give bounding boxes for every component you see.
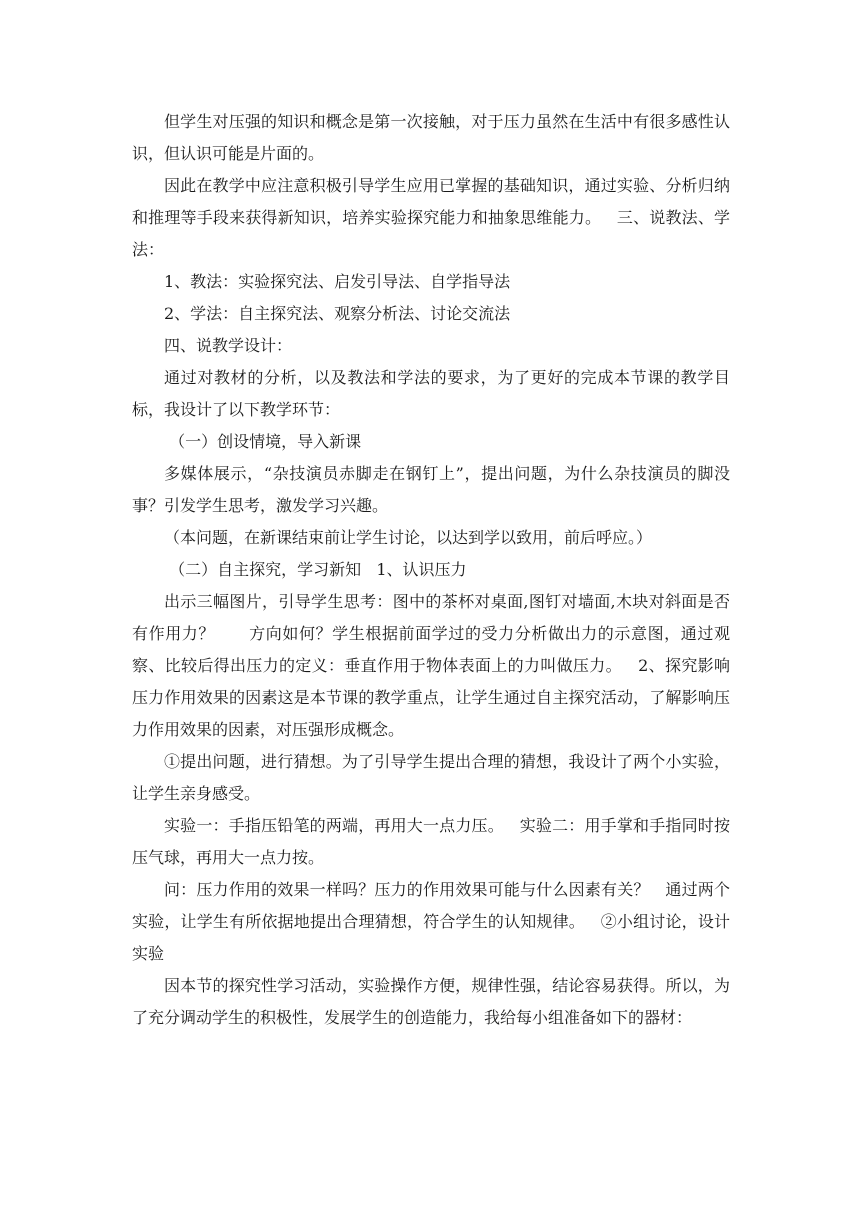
paragraph-10: （二）自主探究，学习新知 1、认识压力 bbox=[164, 560, 467, 579]
paragraph-14: 问：压力作用的效果一样吗？压力的作用效果可能与什么因素有关？ 通过两个实验，让学生有所依据地提出合理猜想，符合学生的认知规律。 ②小组讨论，设计实验 bbox=[132, 880, 730, 963]
paragraph-9: （本问题，在新课结束前让学生讨论，以达到学以致用，前后呼应。） bbox=[164, 528, 653, 547]
document-body bbox=[132, 106, 730, 1034]
paragraph-13: 实验一：手指压铅笔的两端，再用大一点力压。 实验二：用手掌和手指同时按压气球，再用大一点力按。 bbox=[132, 816, 730, 867]
paragraph-15: 因本节的探究性学习活动，实验操作方便，规律性强，结论容易获得。所以，为了充分调动学生的积极性，发展学生的创造能力，我给每小组准备如下的器材： bbox=[132, 976, 730, 1027]
paragraph-3: 1、教法：实验探究法、启发引导法、自学指导法 bbox=[164, 272, 511, 291]
paragraph-6: 通过对教材的分析，以及教法和学法的要求，为了更好的完成本节课的教学目标，我设计了以下教学环节： bbox=[132, 368, 730, 419]
paragraph-4: 2、学法：自主探究法、观察分析法、讨论交流法 bbox=[164, 304, 511, 323]
paragraph-12: ①提出问题，进行猜想。为了引导学生提出合理的猜想，我设计了两个小实验，让学生亲身感受。 bbox=[132, 752, 730, 803]
paragraph-8: 多媒体展示，“杂技演员赤脚走在钢钉上”，提出问题，为什么杂技演员的脚没事？引发学生思考，激发学习兴趣。 bbox=[132, 464, 730, 515]
paragraph-5: 四、说教学设计： bbox=[164, 336, 293, 355]
paragraph-1: 但学生对压强的知识和概念是第一次接触，对于压力虽然在生活中有很多感性认识，但认识可能是片面的。 bbox=[132, 112, 730, 163]
paragraph-11: 出示三幅图片，引导学生思考：图中的茶杯对桌面,图钉对墙面,木块对斜面是否有作用力？ 方向如何？学生根据前面学过的受力分析做出力的示意图，通过观察、比较后得出压力的定义：垂直作用于物体表面上的力叫做压力。 2、探究影响压力作用效果的因素这是本节课的教学重点，让学生通过自主探究活动，了解影响压力作用效果的因素，对压强形成概念。 bbox=[132, 592, 730, 739]
paragraph-7: （一）创设情境，导入新课 bbox=[164, 432, 362, 451]
paragraph-2: 因此在教学中应注意积极引导学生应用已掌握的基础知识，通过实验、分析归纳和推理等手段来获得新知识，培养实验探究能力和抽象思维能力。 三、说教法、学法： bbox=[132, 176, 730, 259]
